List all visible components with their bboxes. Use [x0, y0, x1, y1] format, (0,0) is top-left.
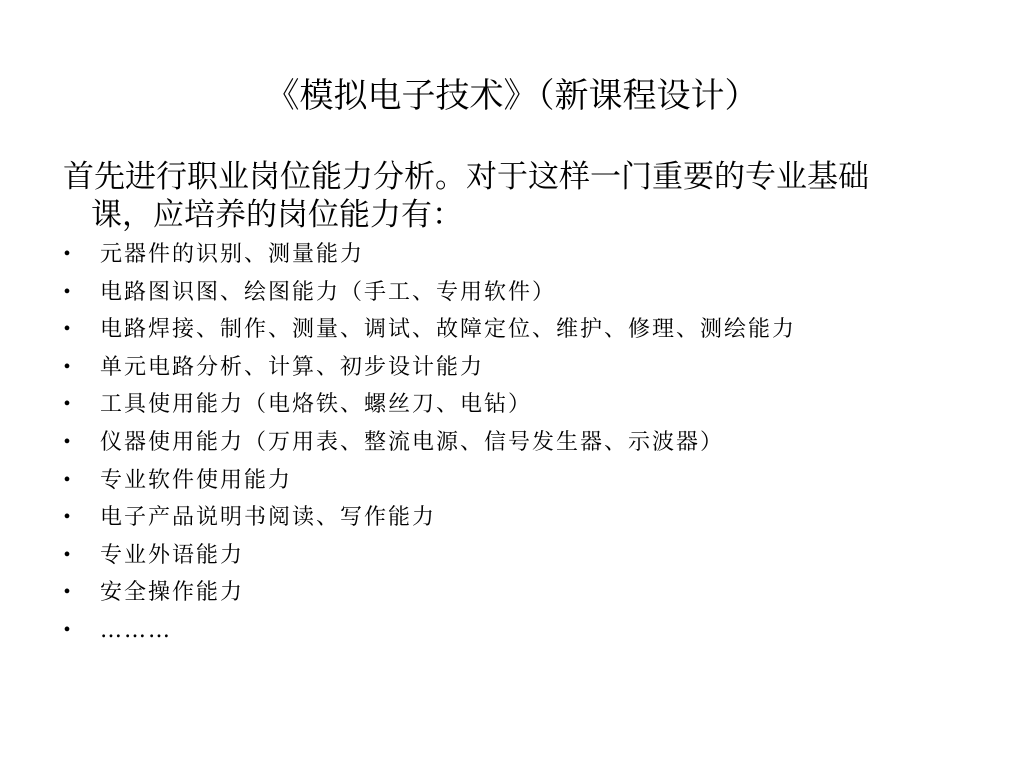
intro-paragraph — [63, 158, 963, 234]
list-item-text: 专业外语能力 — [100, 542, 245, 568]
list-item-text: 专业软件使用能力 — [100, 467, 293, 493]
bullet-icon: • — [63, 618, 71, 641]
slide-title: 《模拟电子技术》（新课程设计） — [265, 76, 759, 116]
bullet-icon: • — [63, 430, 71, 453]
list-item-text: 电路图识图、绘图能力（手工、专用软件） — [100, 279, 557, 305]
list-item — [60, 462, 1000, 500]
list-item-text: 仪器使用能力（万用表、整流电源、信号发生器、示波器） — [100, 429, 725, 455]
bullet-icon: • — [63, 280, 71, 303]
list-item-text: ……… — [100, 617, 172, 643]
bullet-icon: • — [63, 318, 71, 341]
list-item-text: 电路焊接、制作、测量、调试、故障定位、维护、修理、测绘能力 — [100, 317, 797, 343]
bullet-icon: • — [63, 393, 71, 416]
intro-line-1: 首先进行职业岗位能力分析。对于这样一门重要的专业基础 — [63, 159, 869, 195]
list-item — [60, 349, 1000, 387]
bullet-icon: • — [63, 355, 71, 378]
list-item-text: 工具使用能力（电烙铁、螺丝刀、电钻） — [100, 392, 533, 418]
bullet-icon: • — [63, 506, 71, 529]
list-item — [60, 236, 1000, 274]
list-item-text: 元器件的识别、测量能力 — [100, 242, 365, 267]
list-item — [60, 537, 1000, 575]
bullet-icon: • — [63, 243, 71, 265]
list-item — [60, 386, 1000, 424]
list-item-text: 单元电路分析、计算、初步设计能力 — [100, 354, 485, 380]
list-item — [60, 311, 1000, 349]
intro-line-2: 课，应培养的岗位能力有： — [91, 197, 463, 233]
list-item — [60, 499, 1000, 537]
list-item-text: 电子产品说明书阅读、写作能力 — [100, 505, 437, 531]
bullet-icon: • — [63, 581, 71, 604]
bullet-icon: • — [63, 543, 71, 566]
list-item — [60, 274, 1000, 312]
ability-list — [60, 236, 1000, 650]
bullet-icon: • — [63, 468, 71, 491]
list-item-text: 安全操作能力 — [100, 580, 245, 606]
list-item — [60, 424, 1000, 462]
list-item — [60, 612, 1000, 650]
list-item — [60, 574, 1000, 612]
